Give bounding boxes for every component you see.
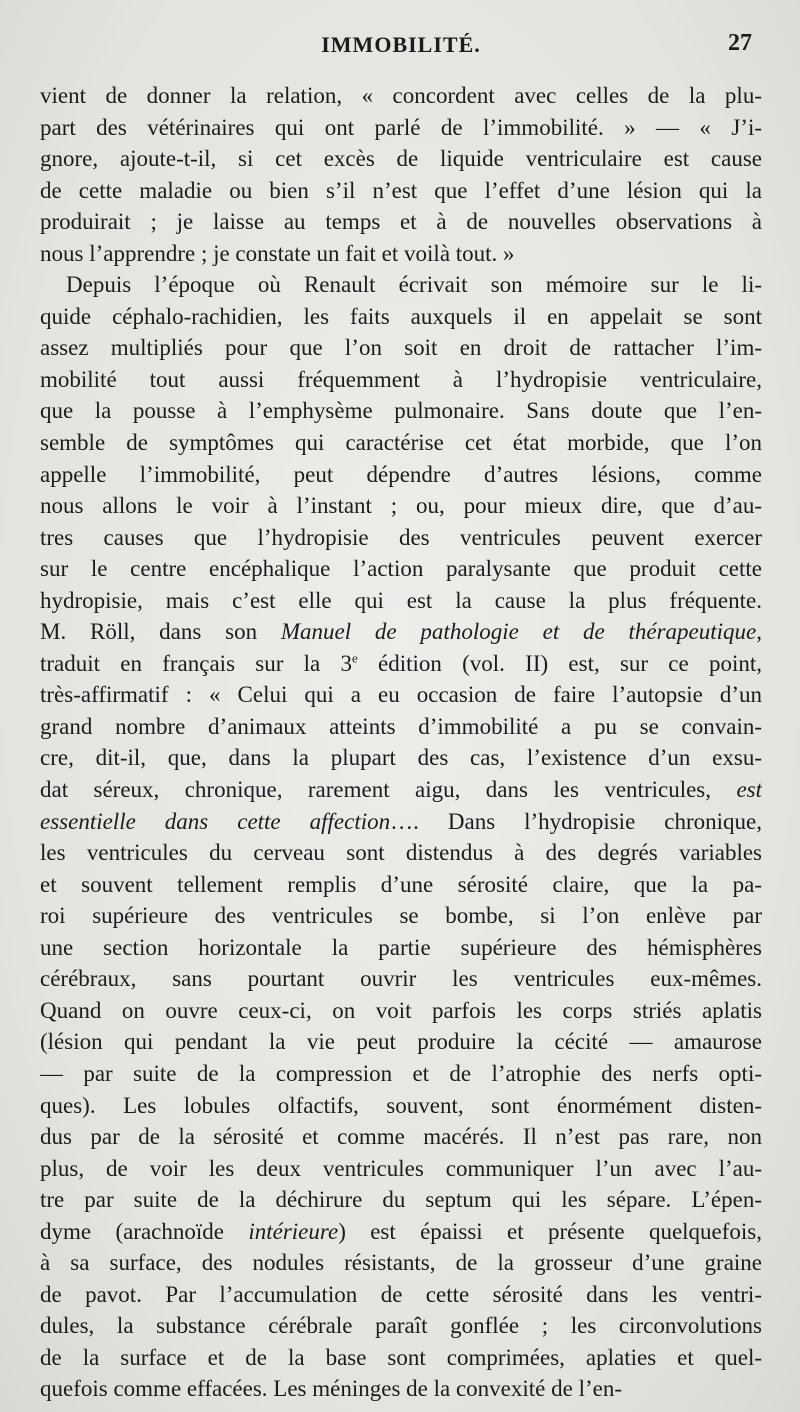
text-line: dules, la substance cérébrale paraît gonflée ; les circonvolutions [40,1313,762,1339]
text-line: très-affirmatif : « Celui qui a eu occasion de faire l’autopsie d’un [40,682,762,708]
text-line: de pavot. Par l’accumulation de cette sérosité dans les ventri- [40,1281,762,1307]
text-span: …. Dans l’hydropisie chronique, [390,808,762,834]
text-line: grand nombre d’animaux atteints d’immobilité a pu se convain- [40,713,762,739]
body-text [40,80,762,1405]
text-span: édition (vol. II) est, sur ce point, [357,650,762,676]
text-span: , [756,619,762,645]
text-span: ) est épaissi et présente quelquefois, [338,1218,762,1244]
chapter-title: IMMOBILITÉ. [321,32,481,57]
text-line: quefois comme effacées. Les méninges de la convexité de l’en- [40,1376,622,1402]
italic-span: est [736,777,762,803]
italic-span: Manuel de pathologie et de thérapeutique [280,619,757,645]
text-line: dus par de la sérosité et comme macérés. Il n’est pas rare, non [40,1124,762,1150]
text-line: assez multipliés pour que l’on soit en droit de rattacher l’im- [40,335,762,361]
text-line: de cette maladie ou bien s’il n’est que l’effet d’une lésion qui la [40,177,762,203]
text-line [40,648,762,680]
italic-span: intérieure [248,1218,339,1244]
italic-span: essentielle dans cette affection [40,808,391,834]
text-line: roi supérieure des ventricules se bombe, si l’on enlève par [40,903,762,929]
text-line: hydropisie, mais c’est elle qui est la cause la plus fréquente. [40,587,762,613]
text-line: mobilité tout aussi fréquemment à l’hydropisie ventriculaire, [40,366,762,392]
text-line: semble de symptômes qui caractérise cet état morbide, que l’on [40,430,762,456]
text-line: tres causes que l’hydropisie des ventricules peuvent exercer [40,524,762,550]
text-line: les ventricules du cerveau sont distendus à des degrés variables [40,840,762,866]
text-line: — par suite de la compression et de l’atrophie des nerfs opti- [40,1060,762,1086]
text-line [40,806,762,838]
text-span: traduit en français sur la 3 [40,650,352,676]
text-line: part des vétérinaires qui ont parlé de l’immobilité. » — « J’i- [40,114,762,140]
text-span: dat séreux, chronique, rarement aigu, dans les ventricules, [40,777,737,803]
text-line: ques). Les lobules olfactifs, souvent, sont énormément disten- [40,1092,762,1118]
running-head [40,26,762,66]
text-line: Quand on ouvre ceux-ci, on voit parfois les corps striés aplatis [40,997,762,1023]
text-line [40,616,762,648]
text-line: gnore, ajoute-t-il, si cet excès de liquide ventriculaire est cause [40,146,762,172]
text-line: plus, de voir les deux ventricules communiquer l’un avec l’au- [40,1155,762,1181]
text-line: une section horizontale la partie supérieure des hémisphères [40,934,762,960]
text-line: nous allons le voir à l’instant ; ou, pour mieux dire, que d’au- [40,493,762,519]
text-span: dyme (arachnoïde [40,1218,249,1244]
text-line: de la surface et de la base sont comprimées, aplaties et quel- [40,1344,762,1370]
page-number: 27 [728,30,752,56]
text-line: cérébraux, sans pourtant ouvrir les ventricules eux-mêmes. [40,966,762,992]
superscript: e [351,650,358,666]
text-line: à sa surface, des nodules résistants, de la grosseur d’une graine [40,1250,762,1276]
text-line: et souvent tellement remplis d’une sérosité claire, que la pa- [40,871,762,897]
text-line: cre, dit-il, que, dans la plupart des cas, l’existence d’un exsu- [40,745,762,771]
text-line: nous l’apprendre ; je constate un fait et voilà tout. » [40,240,515,266]
text-line: sur le centre encéphalique l’action paralysante que produit cette [40,556,762,582]
text-line [40,774,762,806]
text-line: que la pousse à l’emphysème pulmonaire. Sans doute que l’en- [40,398,762,424]
text-line: tre par suite de la déchirure du septum qui les sépare. L’épen- [40,1187,762,1213]
text-line: quide céphalo-rachidien, les faits auxquels il en appelait se sont [40,303,762,329]
text-line: produirait ; je laisse au temps et à de nouvelles observations à [40,209,762,235]
text-line: Depuis l’époque où Renault écrivait son mémoire sur le li- [66,272,762,298]
text-line: vient de donner la relation, « concordent avec celles de la plu- [40,83,762,108]
text-span: M. Röll, dans son [40,619,281,645]
text-line [40,1216,762,1248]
text-line: appelle l’immobilité, peut dépendre d’autres lésions, comme [40,461,762,487]
text-line: (lésion qui pendant la vie peut produire la cécité — amaurose [40,1029,762,1055]
